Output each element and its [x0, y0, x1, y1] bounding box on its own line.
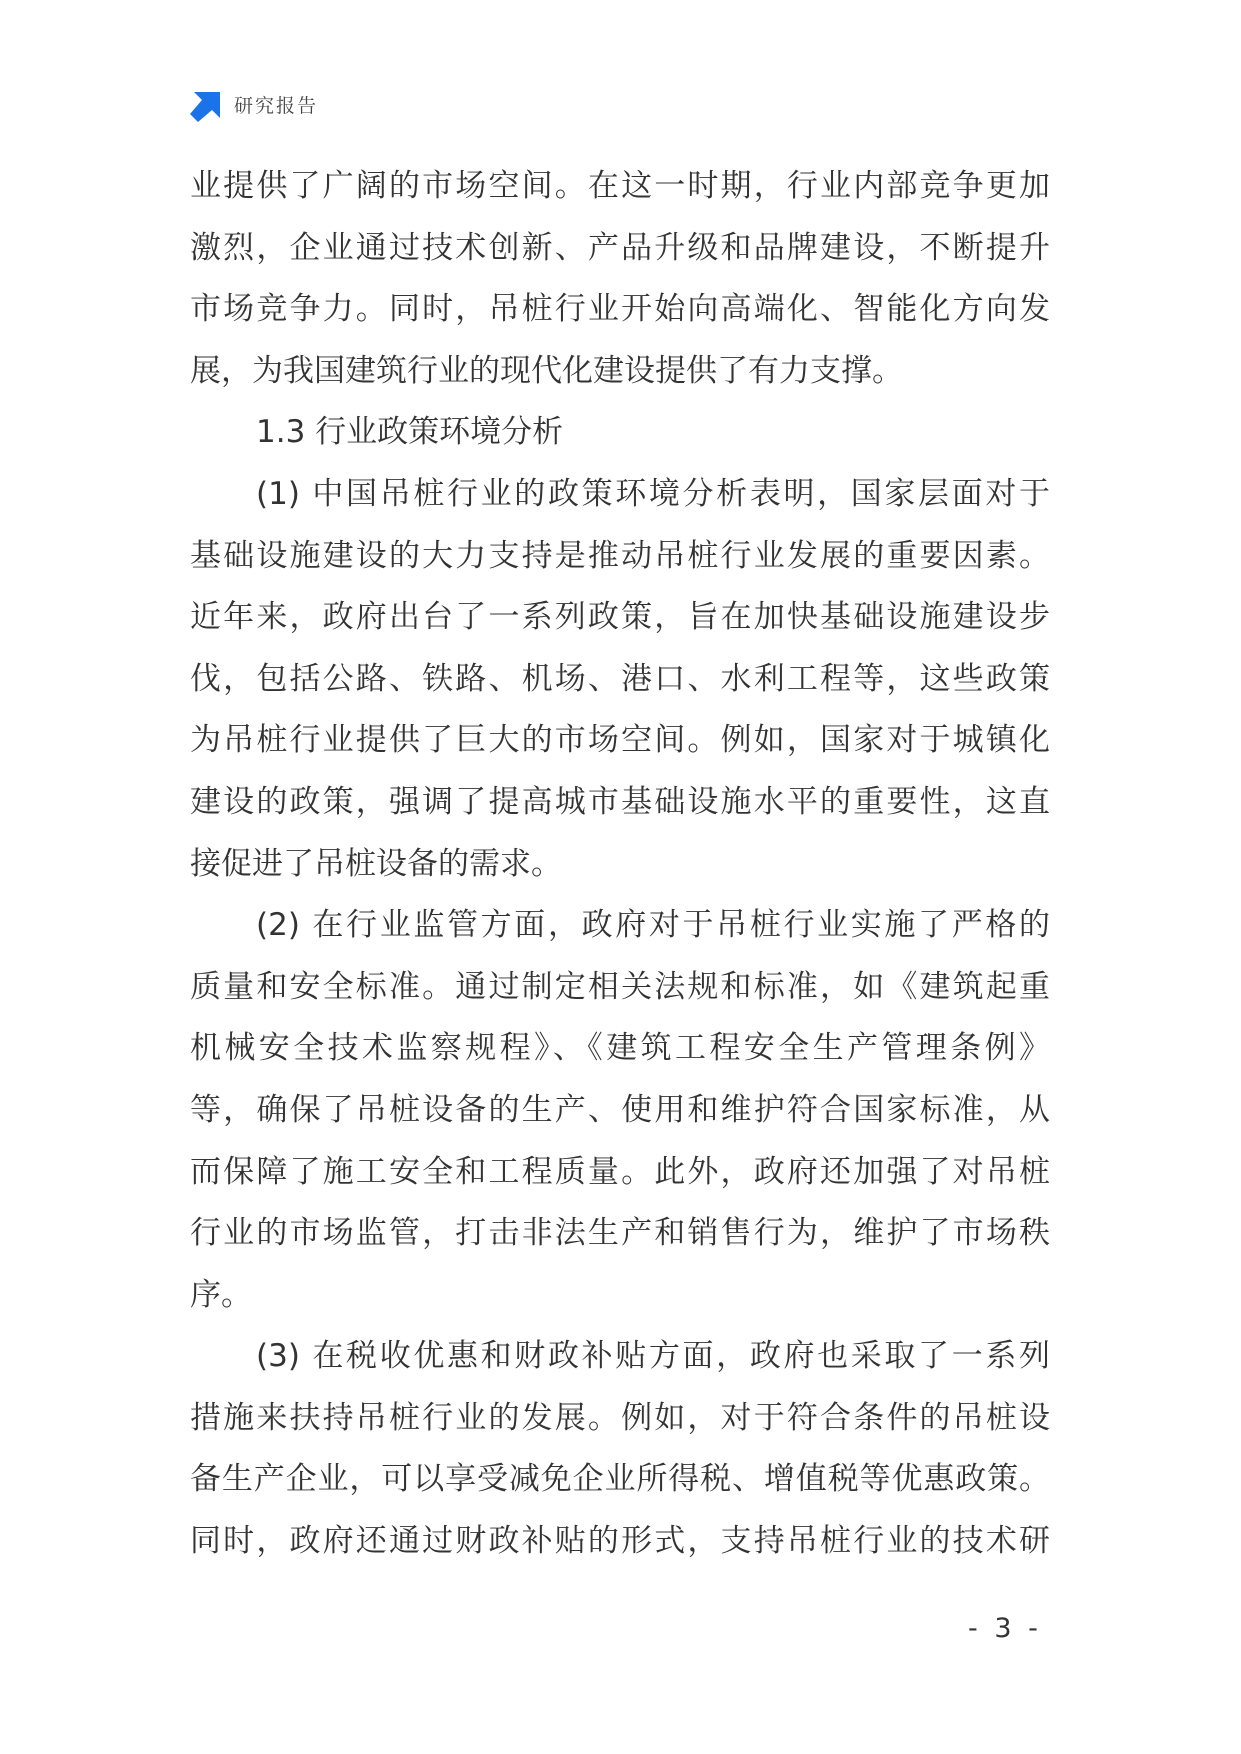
text-line: 伐，包括公路、铁路、机场、港口、水利工程等，这些政策: [190, 660, 1050, 697]
document-body: [190, 156, 1050, 1573]
paragraph: [190, 156, 1050, 402]
text-line: 接促进了吊桩设备的需求。: [190, 845, 562, 882]
report-header: [190, 88, 318, 124]
page-number: - 3 -: [968, 1613, 1042, 1644]
text-line: 展，为我国建筑行业的现代化建设提供了有力支撑。: [190, 352, 903, 389]
text-line: 同时，政府还通过财政补贴的形式，支持吊桩行业的技术研: [190, 1523, 1050, 1560]
header-title: 研究报告: [234, 95, 319, 117]
text-line: 业提供了广阔的市场空间。在这一时期，行业内部竞争更加: [190, 168, 1050, 204]
text-line: 激烈，企业通过技术创新、产品升级和品牌建设，不断提升: [190, 229, 1050, 266]
text-line: (3) 在税收优惠和财政补贴方面，政府也采取了一系列: [256, 1338, 1050, 1375]
paragraph: [190, 1326, 1050, 1572]
text-line: 序。: [190, 1276, 252, 1313]
text-line: (1) 中国吊桩行业的政策环境分析表明，国家层面对于: [256, 475, 1050, 512]
paragraph: [190, 895, 1050, 1326]
text-line: 市场竞争力。同时，吊桩行业开始向高端化、智能化方向发: [190, 291, 1050, 328]
text-line: 而保障了施工安全和工程质量。此外，政府还加强了对吊桩: [190, 1153, 1050, 1190]
text-line: 建设的政策，强调了提高城市基础设施水平的重要性，这直: [190, 783, 1050, 820]
text-line: 为吊桩行业提供了巨大的市场空间。例如，国家对于城镇化: [190, 722, 1050, 759]
paragraph: [190, 464, 1050, 895]
text-line: 机械安全技术监察规程》、《建筑工程安全生产管理条例》: [190, 1030, 1050, 1067]
text-line: 备生产企业，可以享受减免企业所得税、增值税等优惠政策。: [190, 1461, 1050, 1498]
text-line: 行业的市场监管，打击非法生产和销售行为，维护了市场秩: [190, 1215, 1050, 1252]
text-line: 措施来扶持吊桩行业的发展。例如，对于符合条件的吊桩设: [190, 1399, 1050, 1436]
arrow-up-right-icon: [190, 90, 222, 122]
section-heading: 1.3 行业政策环境分析: [256, 414, 564, 451]
text-line: 质量和安全标准。通过制定相关法规和标准，如《建筑起重: [190, 968, 1050, 1005]
text-line: 等，确保了吊桩设备的生产、使用和维护符合国家标准，从: [190, 1091, 1050, 1128]
text-line: 近年来，政府出台了一系列政策，旨在加快基础设施建设步: [190, 599, 1050, 636]
text-line: (2) 在行业监管方面，政府对于吊桩行业实施了严格的: [256, 907, 1050, 944]
text-line: 基础设施建设的大力支持是推动吊桩行业发展的重要因素。: [190, 537, 1050, 574]
